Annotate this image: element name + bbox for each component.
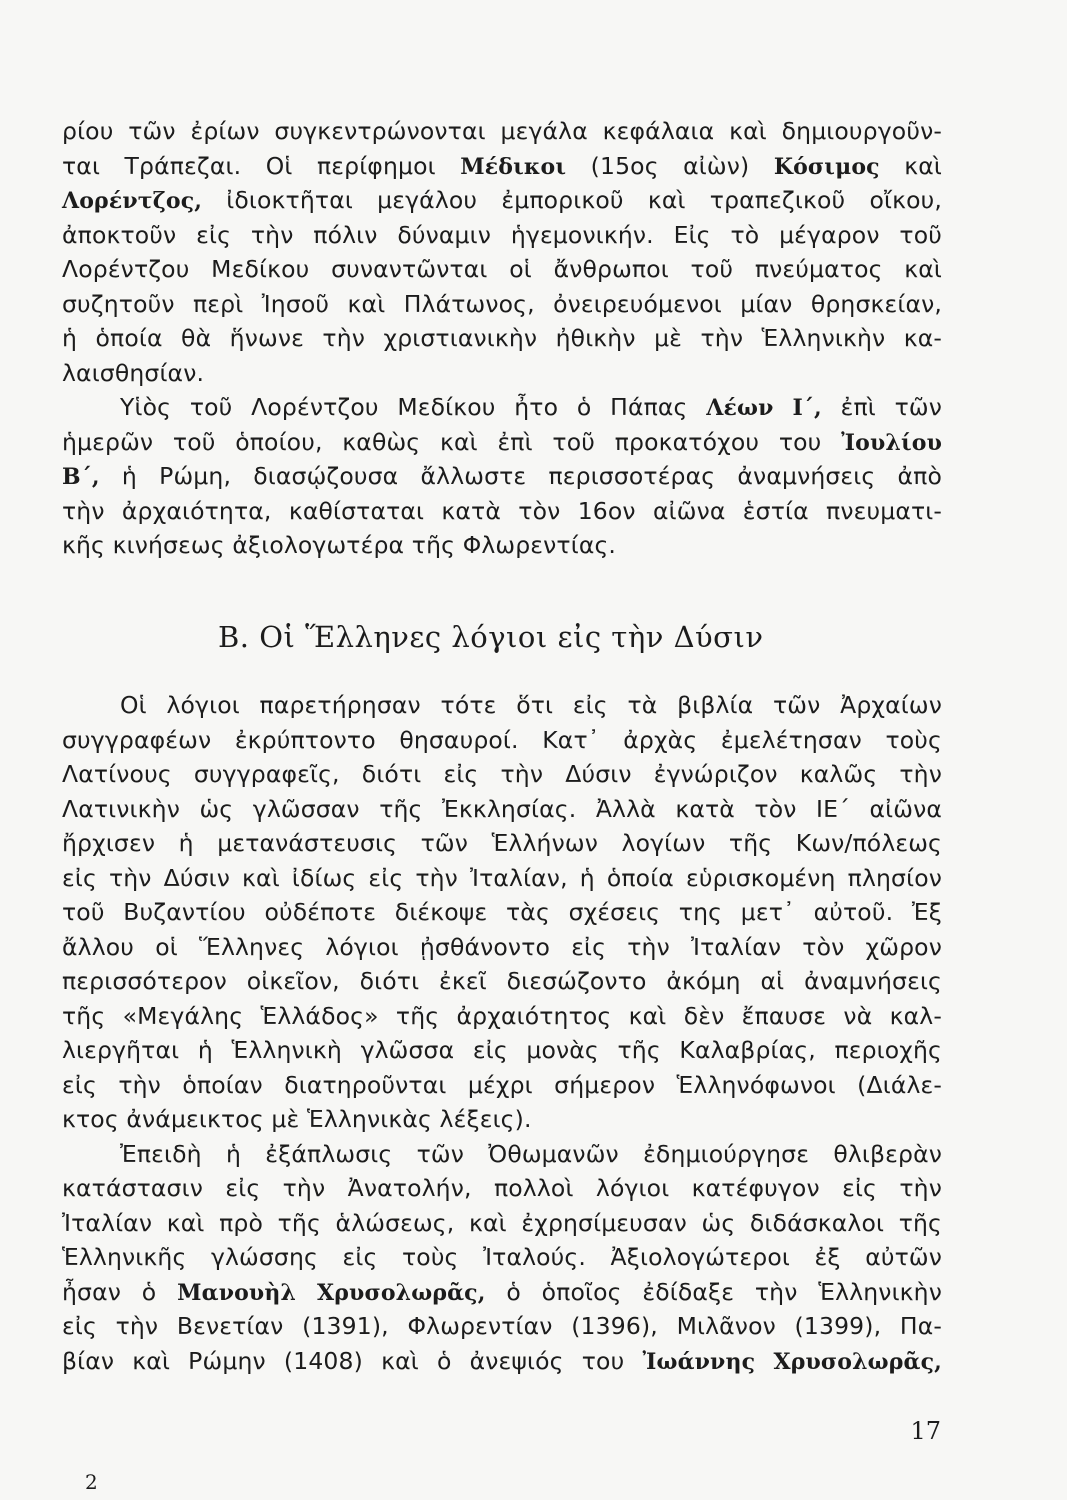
text-run: εἰς τὴν ὁποίαν διατηροῦνται μέχρι σήμερον Ἑλληνόφωνοι (Διάλε-	[62, 1070, 942, 1099]
text-run: Λατινικὴν ὡς γλῶσσαν τῆς Ἐκκλησίας. Ἀλλὰ κατὰ τὸν ΙΕ΄ αἰῶνα	[62, 794, 942, 823]
text-line	[62, 895, 942, 930]
text-line	[62, 390, 942, 425]
text-run: ἦσαν ὁ	[62, 1277, 178, 1306]
bold-name: Λορέντζος,	[62, 188, 203, 214]
text-run: Ἰταλίαν καὶ πρὸ τῆς ἁλώσεως, καὶ ἐχρησίμευσαν ὡς διδάσκαλοι τῆς	[62, 1208, 942, 1237]
text-line	[62, 1102, 942, 1137]
text-run: ἀποκτοῦν εἰς τὴν πόλιν δύναμιν ἡγεμονικήν. Εἰς τὸ μέγαρον τοῦ	[62, 220, 942, 249]
text-run: Υἱὸς τοῦ Λορέντζου Μεδίκου ἦτο ὁ Πάπας	[120, 393, 707, 421]
text-line	[62, 114, 942, 149]
text-line	[62, 826, 942, 861]
text-run: ται Τράπεζαι. Οἱ περίφημοι	[62, 151, 461, 180]
text-run: τῆς «Μεγάλης Ἑλλάδος» τῆς ἀρχαιότητος καὶ δὲν ἔπαυσε νὰ καλ-	[62, 1001, 942, 1030]
bold-name: Μέδικοι	[460, 153, 567, 180]
text-run: συγγραφέων ἐκρύπτοντο θησαυροί. Κατ᾿ ἀρχὰς ἐμελέτησαν τοὺς	[62, 725, 942, 754]
text-line	[62, 723, 942, 758]
text-line	[62, 1275, 942, 1310]
text-line	[62, 356, 942, 391]
text-run: Ἑλληνικῆς γλώσσης εἰς τοὺς Ἰταλούς. Ἀξιολογώτεροι ἐξ αὐτῶν	[62, 1243, 942, 1271]
text-line	[62, 218, 942, 253]
text-line	[62, 964, 942, 999]
text-run: κτος ἀνάμεικτος μὲ Ἑλληνικὰς λέξεις).	[62, 1105, 532, 1133]
text-run: ἡ Ρώμη, διασῴζουσα ἄλλωστε περισσοτέρας ἀναμνήσεις ἀπὸ	[99, 462, 942, 490]
text-run: ἡμερῶν τοῦ ὁποίου, καθὼς καὶ ἐπὶ τοῦ προκατόχου του	[62, 427, 842, 456]
paragraphs-medici	[62, 114, 942, 563]
text-run: συζητοῦν περὶ Ἰησοῦ καὶ Πλάτωνος, ὀνειρευόμενοι μίαν θρησκείαν,	[62, 289, 942, 318]
text-line	[62, 1344, 942, 1379]
bold-name: Λέων Ι΄,	[706, 395, 822, 421]
text-run: Οἱ λόγιοι παρετήρησαν τότε ὅτι εἰς τὰ βιβλία τῶν Ἀρχαίων	[120, 691, 942, 719]
paragraphs-greek-scholars	[62, 688, 942, 1378]
text-line	[62, 252, 942, 287]
text-run: ὁ ὁποῖος ἐδίδαξε τὴν Ἑλληνικὴν	[485, 1277, 943, 1306]
text-run: λαισθησίαν.	[62, 358, 205, 387]
text-line	[62, 1206, 942, 1241]
text-run: εἰς τὴν Δύσιν καὶ ἰδίως εἰς τὴν Ἰταλίαν, ἡ ὁποία εὑρισκομένη πλησίον	[62, 863, 942, 892]
text-line	[62, 149, 942, 184]
text-run: Ἐπειδὴ ἡ ἐξάπλωσις τῶν Ὀθωμανῶν ἐδημιούργησε θλιβερὰν	[120, 1139, 942, 1168]
text-line	[62, 1137, 942, 1172]
text-line	[62, 861, 942, 896]
text-run: (15ος αἰὼν)	[566, 151, 774, 180]
text-run: τὴν ἀρχαιότητα, καθίσταται κατὰ τὸν 16ον αἰῶνα ἑστία πνευματι-	[62, 496, 942, 525]
text-run: καὶ	[879, 151, 942, 180]
text-line	[62, 1033, 942, 1068]
bold-name: Ἰωάννης Χρυσολωρᾶς,	[642, 1348, 942, 1375]
text-line	[62, 1171, 942, 1206]
text-line	[62, 688, 942, 723]
text-line	[62, 321, 942, 356]
text-run: Λατίνους συγγραφεῖς, διότι εἰς τὴν Δύσιν ἐγνώριζον καλῶς τὴν	[62, 760, 942, 788]
text-line	[62, 930, 942, 965]
text-line	[62, 792, 942, 827]
text-line	[62, 528, 942, 563]
text-run: ἰδιοκτῆται μεγάλου ἐμπορικοῦ καὶ τραπεζικοῦ οἴκου,	[202, 186, 942, 214]
text-line	[62, 1240, 942, 1275]
text-run: τοῦ Βυζαντίου οὐδέποτε διέκοψε τὰς σχέσεις της μετ᾿ αὐτοῦ. Ἐξ	[62, 898, 942, 926]
text-run: ἤρχισεν ἡ μετανάστευσις τῶν Ἑλλήνων λογίων τῆς Κων/πόλεως	[62, 829, 942, 857]
text-run: περισσότερον οἰκεῖον, διότι ἐκεῖ διεσώζοντο ἀκόμη αἱ ἀναμνήσεις	[62, 967, 942, 995]
text-run: κατάστασιν εἰς τὴν Ἀνατολήν, πολλοὶ λόγιοι κατέφυγον εἰς τὴν	[62, 1174, 942, 1202]
text-line	[62, 183, 942, 218]
text-run: κῆς κινήσεως ἀξιολογωτέρα τῆς Φλωρεντίας.	[62, 531, 617, 559]
text-run: ἄλλου οἱ Ἕλληνες λόγιοι ᾐσθάνοντο εἰς τὴν Ἰταλίαν τὸν χῶρον	[62, 932, 942, 961]
text-line	[62, 999, 942, 1034]
bold-name: Β΄,	[62, 464, 100, 490]
text-line	[62, 287, 942, 322]
text-run: ἡ ὁποία θὰ ἥνωνε τὴν χριστιανικὴν ἠθικὴν μὲ τὴν Ἑλληνικὴν κα-	[62, 324, 942, 352]
text-line	[62, 1309, 942, 1344]
section-heading: Β. Οἱ Ἕλληνες λόγιοι εἰς τὴν Δύσιν	[218, 620, 764, 654]
text-line	[62, 1068, 942, 1103]
text-run: λιεργῆται ἡ Ἑλληνικὴ γλῶσσα εἰς μονὰς τῆς Καλαβρίας, περιοχῆς	[62, 1036, 942, 1064]
bold-name: Κόσιμος	[773, 153, 880, 180]
text-line	[62, 757, 942, 792]
text-run: ρίου τῶν ἐρίων συγκεντρώνονται μεγάλα κεφάλαια καὶ δημιουργοῦν-	[62, 117, 942, 145]
bold-name: Μανουὴλ Χρυσολωρᾶς,	[177, 1279, 486, 1306]
text-line	[62, 459, 942, 494]
text-run: Λορέντζου Μεδίκου συναντῶνται οἱ ἄνθρωποι τοῦ πνεύματος καὶ	[62, 255, 942, 283]
text-line	[62, 494, 942, 529]
text-line	[62, 425, 942, 460]
text-run: ἐπὶ τῶν	[821, 393, 942, 421]
signature-mark: 2	[85, 1470, 98, 1494]
text-run: εἰς τὴν Βενετίαν (1391), Φλωρεντίαν (1396), Μιλᾶνον (1399), Πα-	[62, 1312, 942, 1340]
bold-name: Ἰουλίου	[841, 429, 942, 456]
text-run: βίαν καὶ Ρώμην (1408) καὶ ὁ ἀνεψιός του	[62, 1346, 643, 1375]
page-number: 17	[910, 1417, 941, 1445]
